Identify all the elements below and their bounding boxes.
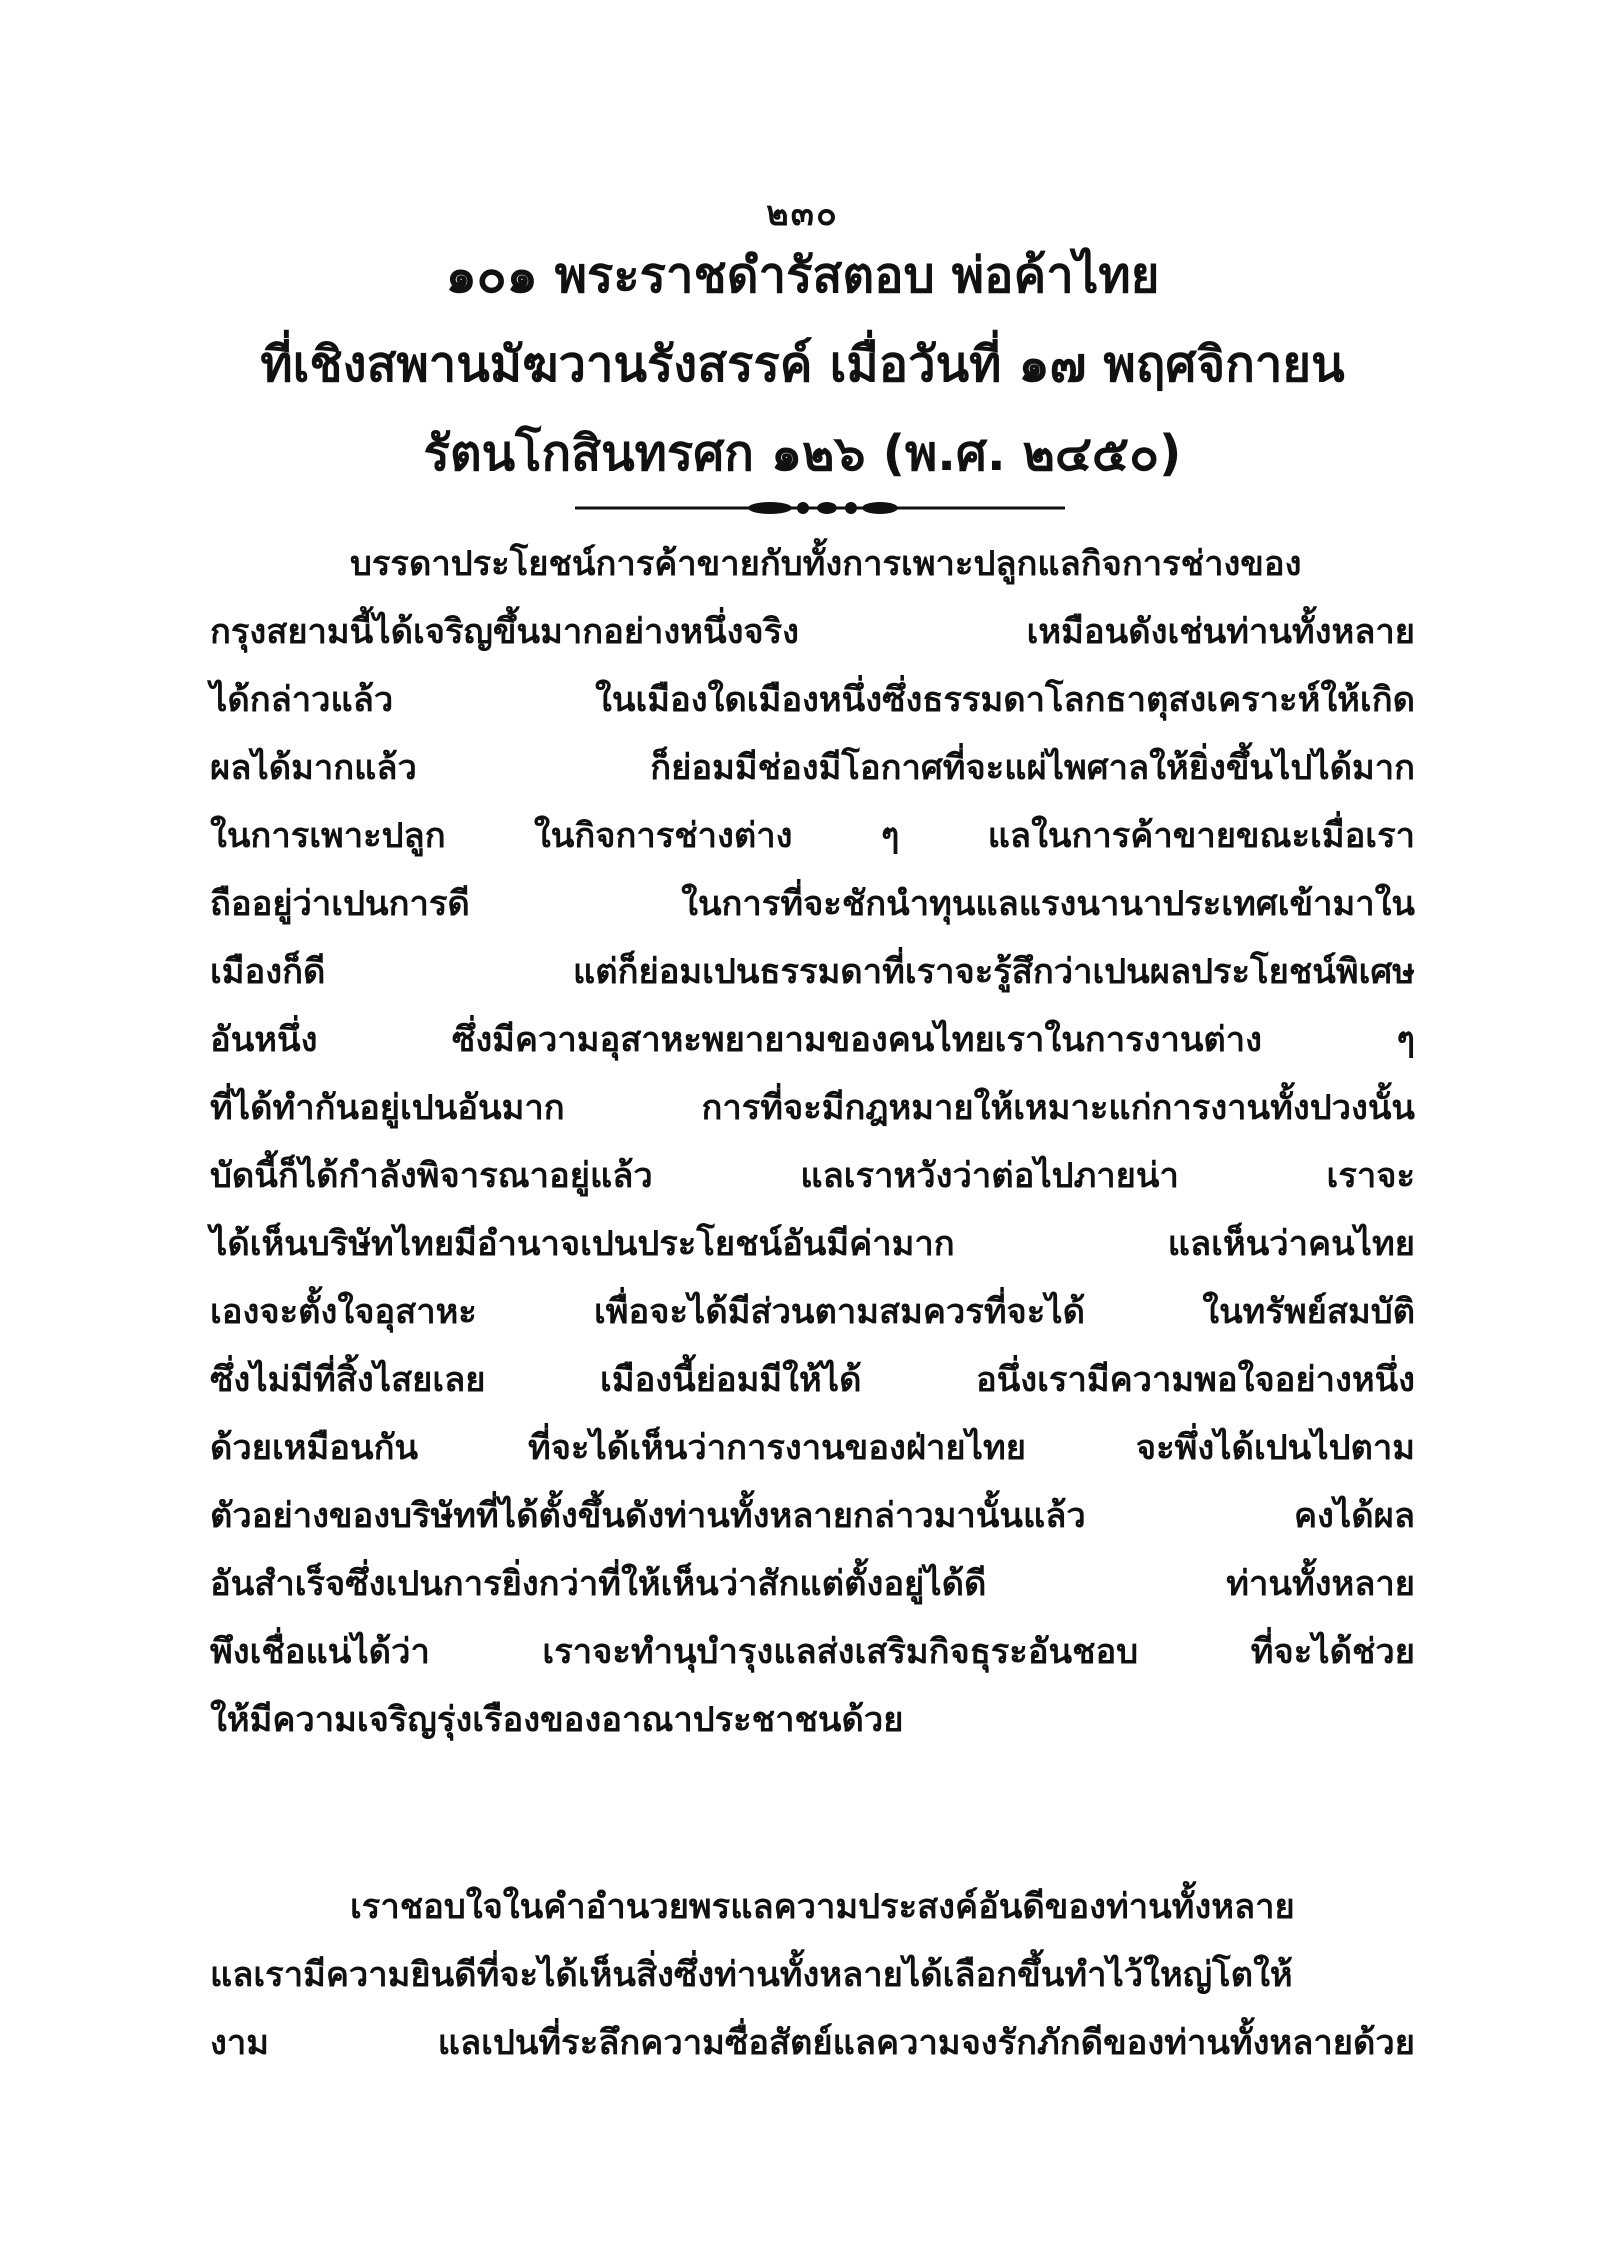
text-line: เราชอบใจในคำอำนวยพรแลความประสงค์อันดีของท่านทั้งหลาย <box>350 1887 1295 1927</box>
text-line: บัดนี้ก็ได้กำลังพิจารณาอยู่แล้ว แลเราหวังว่าต่อไปภายน่า เราจะ <box>210 1156 1415 1196</box>
text-line: อันหนึ่ง ซึ่งมีความอุสาหะพยายามของคนไทยเราในการงานต่าง ๆ <box>210 1020 1415 1060</box>
text-line: ในการเพาะปลูก ในกิจการช่างต่าง ๆ แลในการค้าขายขณะเมื่อเรา <box>210 816 1415 856</box>
text-line: เมืองก็ดี แต่ก็ย่อมเปนธรรมดาที่เราจะรู้สึกว่าเปนผลประโยชน์พิเศษ <box>210 952 1415 992</box>
text-line: พึงเชื่อแน่ได้ว่า เราจะทำนุบำรุงแลส่งเสริมกิจธุระอันชอบ ที่จะได้ช่วย <box>210 1632 1415 1672</box>
text-line: ซึ่งไม่มีที่สิ้งไสยเลย เมืองนี้ย่อมมีให้ได้ อนึ่งเรามีความพอใจอย่างหนึ่ง <box>210 1360 1415 1400</box>
text-line: ผลได้มากแล้ว ก็ย่อมมีช่องมีโอกาศที่จะแผ่ไพศาลให้ยิ่งขึ้นไปได้มาก <box>210 748 1415 788</box>
text-line: ได้กล่าวแล้ว ในเมืองใดเมืองหนึ่งซึ่งธรรมดาโลกธาตุสงเคราะห์ให้เกิด <box>210 680 1415 720</box>
text-line: ถืออยู่ว่าเปนการดี ในการที่จะชักนำทุนแลแรงนานาประเทศเข้ามาใน <box>210 884 1415 924</box>
text-line: งาม แลเปนที่ระลึกความซื่อสัตย์แลความจงรักภักดีของท่านทั้งหลายด้วย <box>210 2023 1415 2063</box>
text-line: ได้เห็นบริษัทไทยมีอำนาจเปนประโยชน์อันมีค่ามาก แลเห็นว่าคนไทย <box>210 1224 1415 1264</box>
text-line: อันสำเร็จซึ่งเปนการยิ่งกว่าที่ให้เห็นว่าสักแต่ตั้งอยู่ได้ดี ท่านทั้งหลาย <box>210 1564 1415 1604</box>
text-line: ตัวอย่างของบริษัทที่ได้ตั้งขึ้นดังท่านทั้งหลายกล่าวมานั้นแล้ว คงได้ผล <box>210 1496 1415 1536</box>
heading-line-2: ที่เชิงสพานมัฆวานรังสรรค์ เมื่อวันที่ ๑๗ พฤศจิกายน <box>260 336 1345 393</box>
text-line: กรุงสยามนี้ได้เจริญขึ้นมากอย่างหนึ่งจริง เหมือนดังเช่นท่านทั้งหลาย <box>210 612 1415 652</box>
text-line: ให้มีความเจริญรุ่งเรืองของอาณาประชาชนด้วย <box>210 1700 904 1740</box>
text-line: เองจะตั้งใจอุสาหะ เพื่อจะได้มีส่วนตามสมควรที่จะได้ ในทรัพย์สมบัติ <box>210 1292 1415 1332</box>
heading-line-3: รัตนโกสินทรศก ๑๒๖ (พ.ศ. ๒๔๕๐) <box>423 425 1182 482</box>
text-line: บรรดาประโยชน์การค้าขายกับทั้งการเพาะปลูกแลกิจการช่างของ <box>350 544 1302 584</box>
page-number: ๒๓๐ <box>766 194 839 234</box>
paragraph-2 <box>210 1873 1415 2077</box>
text-line: ที่ได้ทำกันอยู่เปนอันมาก การที่จะมีกฎหมายให้เหมาะแก่การงานทั้งปวงนั้น <box>210 1088 1415 1128</box>
ornament-divider <box>575 496 1065 520</box>
heading-line-1: ๑๐๑ พระราชดำรัสตอบ พ่อค้าไทย <box>445 247 1160 304</box>
paragraph-1 <box>210 530 1415 1754</box>
text-line: แลเรามีความยินดีที่จะได้เห็นสิ่งซึ่งท่านทั้งหลายได้เลือกขึ้นทำไว้ใหญ่โตให้ <box>210 1955 1293 1995</box>
text-line: ด้วยเหมือนกัน ที่จะได้เห็นว่าการงานของฝ่ายไทย จะพึ่งได้เปนไปตาม <box>210 1428 1415 1468</box>
